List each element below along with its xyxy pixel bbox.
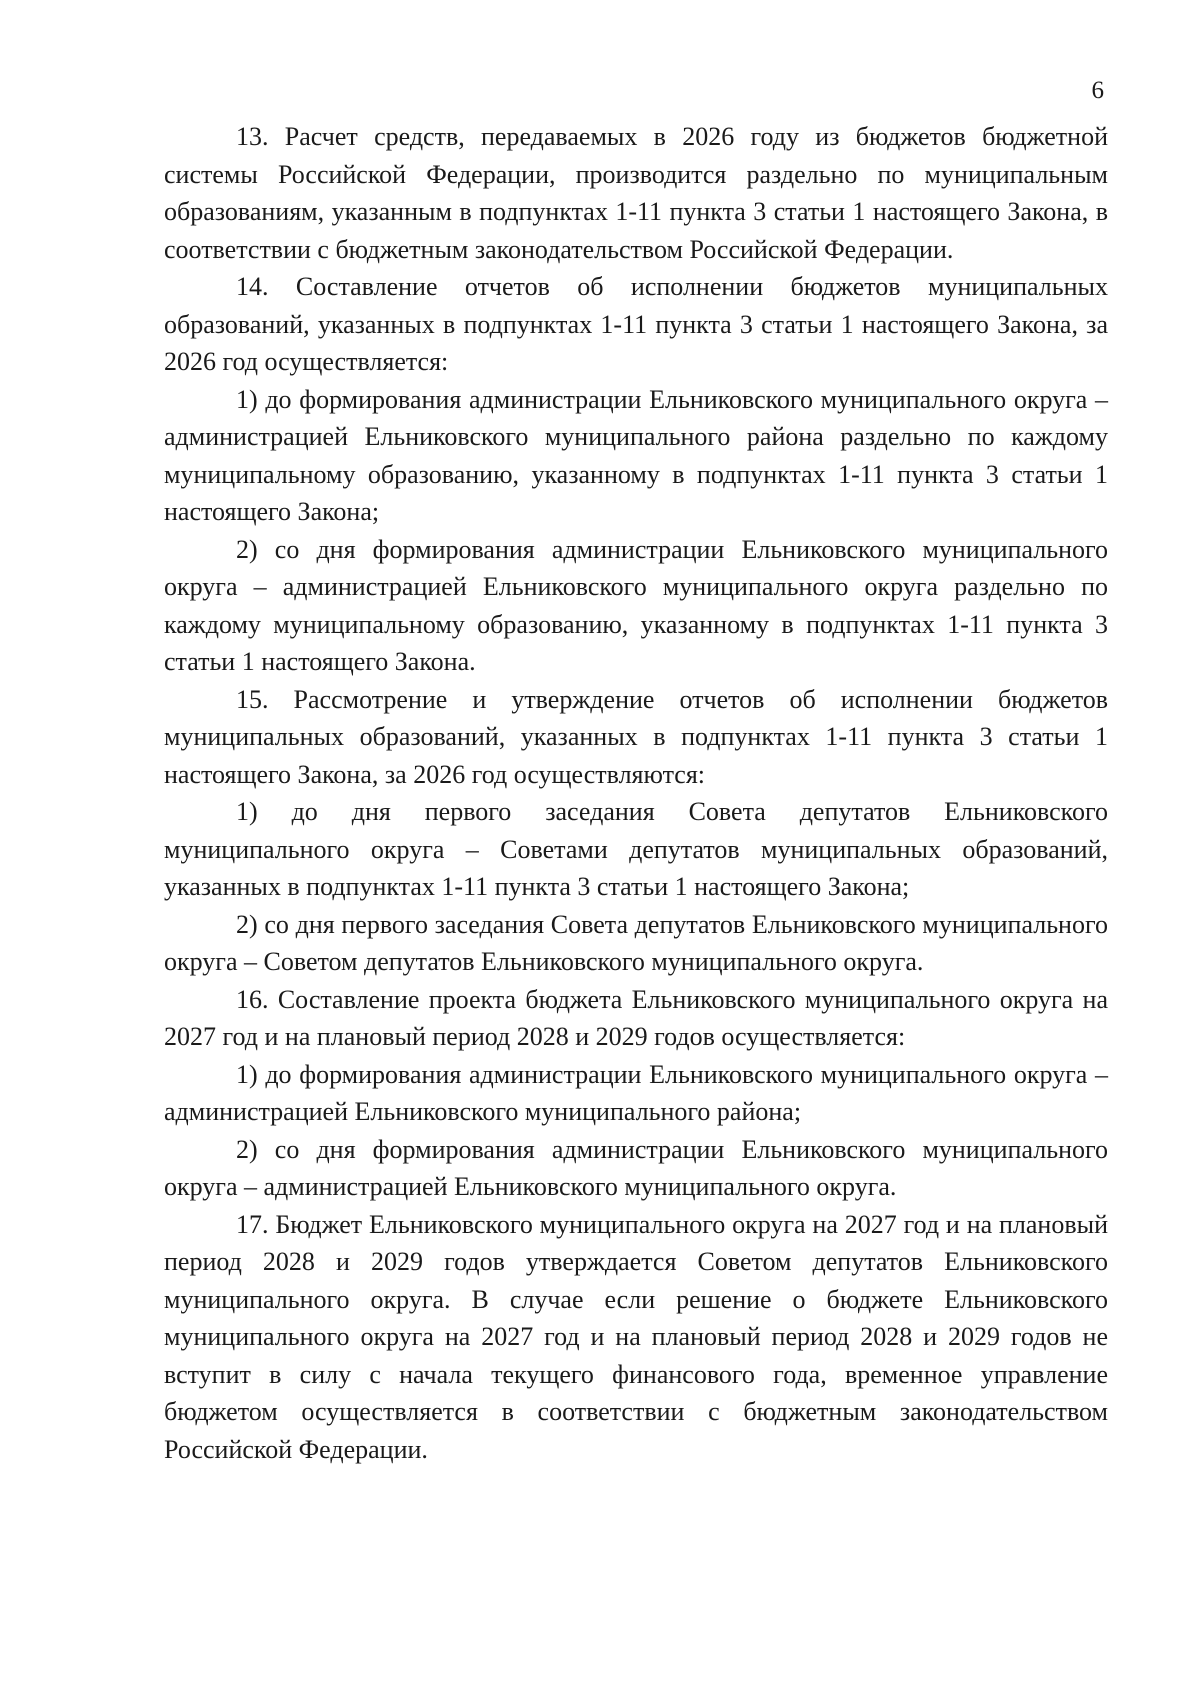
document-body [164,118,1108,1468]
paragraph-15-item-2: 2) со дня первого заседания Совета депутатов Ельниковского муниципального округа – Советом депутатов Ельниковского муниципального округа. [164,909,1108,976]
paragraph-16-item-2: 2) со дня формирования администрации Ельниковского муниципального округа – администрацией Ельниковского муниципального округа. [164,1134,1108,1201]
paragraph-14: 14. Составление отчетов об исполнении бюджетов муниципальных образований, указанных в подпунктах 1-11 пункта 3 статьи 1 настоящего Закона, за 2026 год осуществляется: [164,272,1108,376]
paragraph-14-item-2: 2) со дня формирования администрации Ельниковского муниципального округа – администрацией Ельниковского муниципального округа раздельно по каждому муниципальному образованию, указанному в подпунктах 1-11 пункта 3 статьи 1 настоящего Закона. [164,534,1108,676]
paragraph-16-item-1: 1) до формирования администрации Ельниковского муниципального округа – администрацией Ельниковского муниципального района; [164,1059,1108,1126]
paragraph-14-item-1: 1) до формирования администрации Ельниковского муниципального округа – администрацией Ельниковского муниципального района раздельно по каждому муниципальному образованию, указанному в подпунктах 1-11 пункта 3 статьи 1 настоящего Закона; [164,384,1108,526]
paragraph-13: 13. Расчет средств, передаваемых в 2026 году из бюджетов бюджетной системы Российской Федерации, производится раздельно по муниципальным образованиям, указанным в подпунктах 1-11 пункта 3 статьи 1 настоящего Закона, в соответствии с бюджетным законодательством Российской Федерации. [164,122,1108,264]
paragraph-15-item-1: 1) до дня первого заседания Совета депутатов Ельниковского муниципального округа – Советами депутатов муниципальных образований, указанных в подпунктах 1-11 пункта 3 статьи 1 настоящего Закона; [164,797,1108,901]
paragraph-15: 15. Рассмотрение и утверждение отчетов об исполнении бюджетов муниципальных образований, указанных в подпунктах 1-11 пункта 3 статьи 1 настоящего Закона, за 2026 год осуществляются: [164,684,1108,789]
paragraph-17: 17. Бюджет Ельниковского муниципального округа на 2027 год и на плановый период 2028 и 2029 годов утверждается Советом депутатов Ельниковского муниципального округа. В случае если решение о бюджете Ельниковского муниципального округа на 2027 год и на плановый период 2028 и 2029 годов не вступит в силу с начала текущего финансового года, временное управление бюджетом осуществляется в соответствии с бюджетным законодательством Российской Федерации. [164,1209,1108,1464]
page-number: 6 [1091,77,1104,104]
paragraph-16: 16. Составление проекта бюджета Ельниковского муниципального округа на 2027 год и на плановый период 2028 и 2029 годов осуществляется: [164,984,1108,1051]
